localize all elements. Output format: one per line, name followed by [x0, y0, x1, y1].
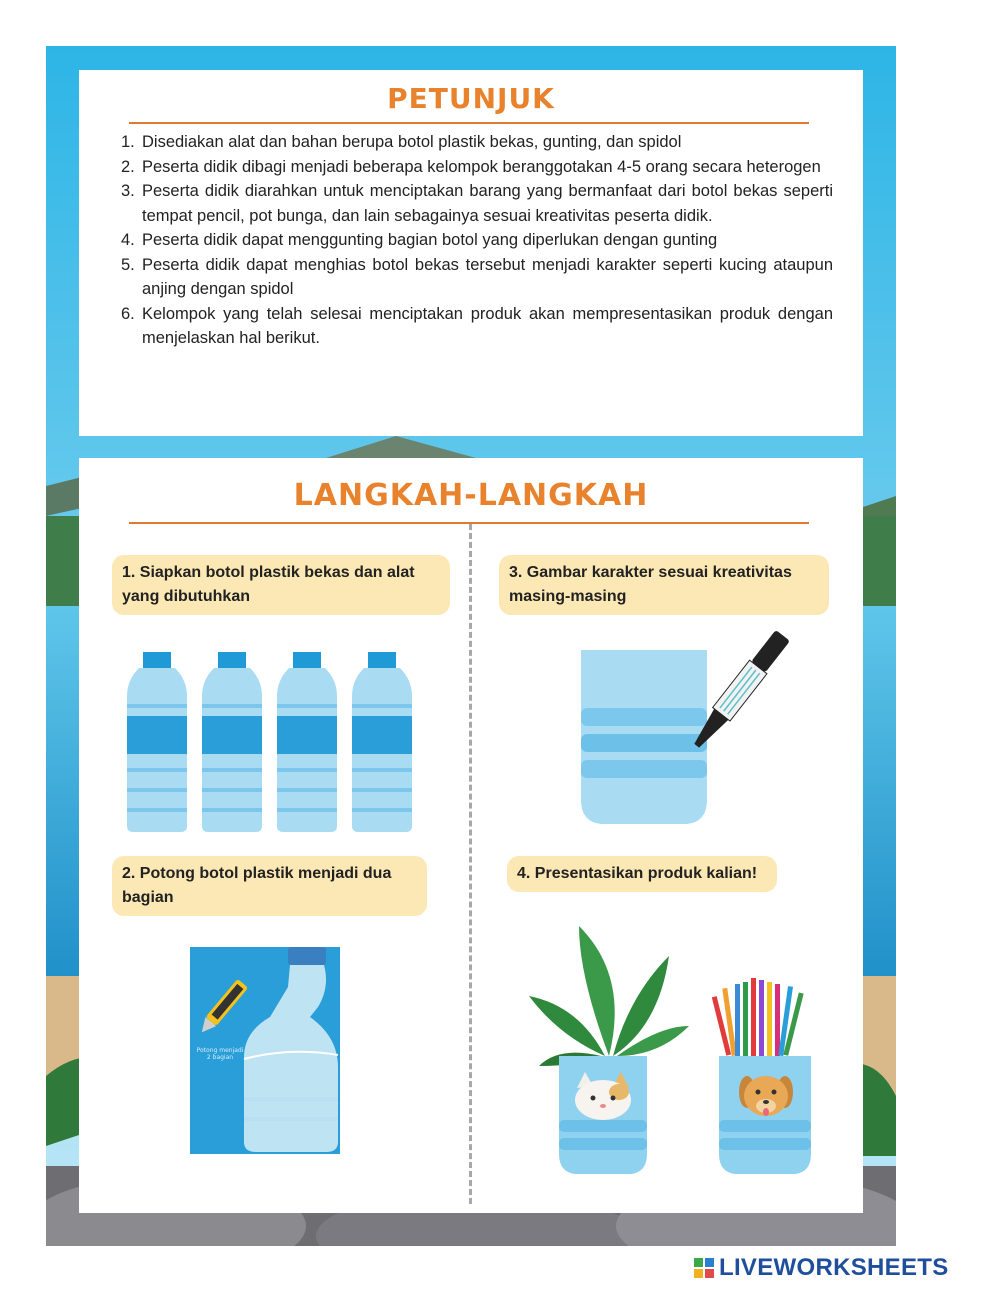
dashed-divider [469, 524, 472, 1204]
instruction-text: Peserta didik dapat menghias botol bekas tersebut menjadi karakter seperti kucing ataupun anjing dengan spidol [142, 255, 833, 298]
instruction-item [121, 228, 833, 253]
cut-note-text: Potong menjadi 2 bagian [196, 1047, 244, 1061]
bottle-icon [277, 652, 337, 832]
instruction-item [121, 155, 833, 180]
instruction-number: 4. [121, 231, 135, 249]
steps-panel [79, 458, 863, 1213]
liveworksheets-wordmark: LIVEWORKSHEETS [719, 1254, 949, 1281]
bottle-icon [202, 652, 262, 832]
marker-drawing-illustration [579, 630, 794, 830]
instruction-item [121, 130, 833, 155]
plant-icon [529, 926, 689, 1066]
liveworksheets-logo-icon [693, 1257, 715, 1279]
step-2-label: 2. Potong botol plastik menjadi dua bagian [112, 856, 427, 916]
instruction-text: Peserta didik diarahkan untuk menciptakan barang yang bermanfaat dari botol bekas seperti tempat pencil, pot bunga, dan lain sebagainya sesuai kreativitas peserta didik. [142, 182, 833, 225]
instruction-item [121, 302, 833, 351]
instruction-text: Kelompok yang telah selesai menciptakan produk akan mempresentasikan produk dengan menjelaskan hal berikut. [142, 304, 833, 347]
instructions-title-underline [129, 122, 809, 124]
step-4-label: 4. Presentasikan produk kalian! [507, 856, 777, 892]
cut-bottle-illustration [190, 947, 340, 1154]
instruction-number: 1. [121, 133, 135, 151]
instruction-text: Peserta didik dibagi menjadi beberapa kelompok beranggotakan 4-5 orang secara heterogen [142, 157, 821, 176]
instruction-item [121, 179, 833, 228]
instruction-text: Disediakan alat dan bahan berupa botol plastik bekas, gunting, dan spidol [142, 133, 682, 151]
step-3-label: 3. Gambar karakter sesuai kreativitas masing-masing [499, 555, 829, 615]
step-1-label: 1. Siapkan botol plastik bekas dan alat yang dibutuhkan [112, 555, 450, 615]
steps-title: LANGKAH-LANGKAH [293, 478, 649, 513]
instructions-title: PETUNJUK [387, 82, 555, 115]
instruction-number: 3. [121, 182, 135, 200]
instruction-text: Peserta didik dapat menggunting bagian botol yang diperlukan dengan gunting [142, 231, 718, 249]
bottles-illustration [125, 652, 425, 837]
colored-pencils-icon [712, 978, 804, 1056]
instruction-number: 2. [121, 157, 135, 176]
instruction-item [121, 253, 833, 302]
finished-products-illustration [519, 916, 849, 1181]
liveworksheets-brand [693, 1252, 949, 1284]
instruction-number: 6. [121, 304, 135, 323]
worksheet-page [46, 46, 896, 1246]
instructions-list [121, 130, 833, 351]
cutter-icon [196, 979, 248, 1037]
instruction-number: 5. [121, 255, 135, 274]
cut-bottle-icon [581, 650, 707, 824]
bottle-icon [127, 652, 187, 832]
bottle-icon [352, 652, 412, 832]
instructions-panel [79, 70, 863, 436]
